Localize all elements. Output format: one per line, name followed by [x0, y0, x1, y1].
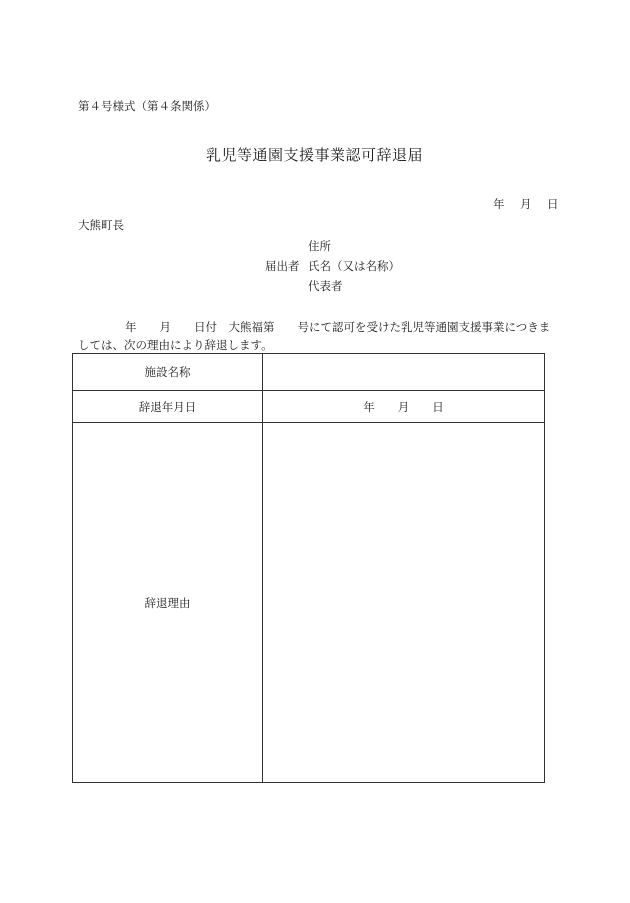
- addressee: 大熊町長: [78, 218, 124, 232]
- withdrawal-date-value[interactable]: 年 月 日: [363, 399, 444, 414]
- date-line: 年 月 日: [493, 197, 561, 211]
- table-row-facility: [73, 354, 544, 391]
- submitter-label: 届出者: [265, 259, 300, 273]
- facility-name-label: 施設名称: [144, 365, 191, 379]
- withdrawal-date-label: 辞退年月日: [138, 399, 197, 414]
- table-row-reason: [73, 423, 544, 782]
- form-number: 第４号様式（第４条関係）: [78, 99, 216, 113]
- name-label: 氏名（又は名称）: [308, 259, 400, 273]
- withdrawal-reason-label: 辞退理由: [144, 595, 191, 610]
- withdrawal-reason-value[interactable]: [262, 423, 545, 782]
- facility-name-value[interactable]: [262, 354, 545, 390]
- withdrawal-table: [72, 353, 545, 783]
- body-line-1: 年 月 日付 大熊福第 号にて認可を受けた乳児等通園支援事業につきま: [125, 320, 551, 334]
- form-title: 乳児等通園支援事業認可辞退届: [206, 146, 424, 164]
- table-row-date: [73, 391, 544, 423]
- representative-label: 代表者: [308, 279, 343, 293]
- address-label: 住所: [308, 239, 331, 253]
- body-line-2: しては、次の理由により辞退します。: [78, 338, 273, 352]
